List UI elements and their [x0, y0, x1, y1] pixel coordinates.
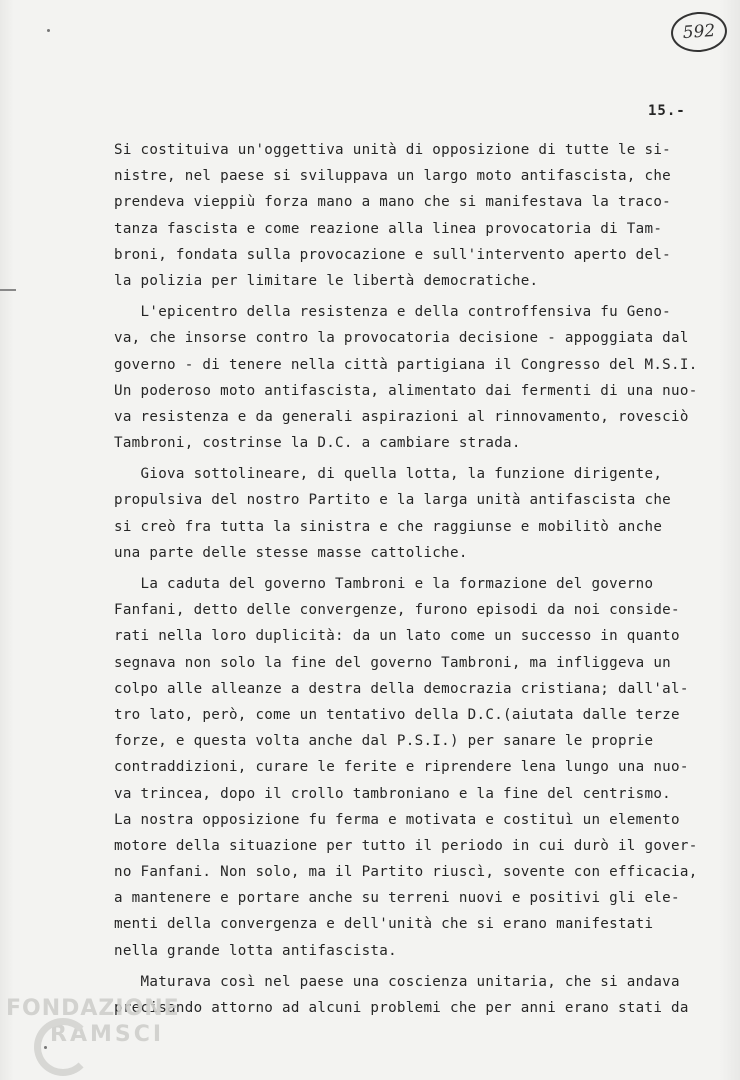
text-line: la polizia per limitare le libertà democratiche. — [114, 272, 539, 289]
text-line: si creò fra tutta la sinistra e che raggiunse e mobilitò anche — [114, 518, 663, 535]
text-line: tanza fascista e come reazione alla linea provocatoria di Tam- — [114, 220, 663, 237]
text-line: va trincea, dopo il crollo tambroniano e la fine del centrismo. — [114, 785, 672, 802]
margin-mark — [0, 289, 16, 291]
text-line: broni, fondata sulla provocazione e sull'intervento aperto del- — [114, 246, 672, 263]
text-line: La nostra opposizione fu ferma e motivata e costituì un elemento — [114, 811, 680, 828]
text-line: menti della convergenza e dell'unità che si erano manifestati — [114, 916, 654, 933]
speck — [47, 29, 50, 32]
text-line: governo - di tenere nella città partigiana il Congresso del M.S.I. — [114, 356, 698, 373]
text-line: Fanfani, detto delle convergenze, furono episodi da noi conside- — [114, 602, 680, 619]
text-line: forze, e questa volta anche dal P.S.I.) per sanare le proprie — [114, 733, 654, 750]
text-line: Un poderoso moto antifascista, alimentato dai fermenti di una nuo- — [114, 382, 698, 399]
text-line: colpo alle alleanze a destra della democrazia cristiana; dall'al- — [114, 680, 689, 697]
text-line: Maturava così nel paese una coscienza unitaria, che si andava — [114, 973, 680, 990]
watermark-g-icon — [34, 1018, 92, 1076]
text-line: nistre, nel paese si sviluppava un largo moto antifascista, che — [114, 168, 672, 185]
text-line: tro lato, però, come un tentativo della D.C.(aiutata dalle terze — [114, 706, 680, 723]
text-line: nella grande lotta antifascista. — [114, 942, 397, 959]
text-line: La caduta del governo Tambroni e la formazione del governo — [114, 576, 654, 592]
text-line: Giova sottolineare, di quella lotta, la funzione dirigente, — [114, 466, 663, 483]
text-line: va, che insorse contro la provocatoria decisione - appoggiata dal — [114, 330, 689, 347]
text-line: propulsiva del nostro Partito e la larga unità antifascista che — [114, 492, 672, 509]
text-line: L'epicentro della resistenza e della controffensiva fu Geno- — [114, 304, 672, 321]
text-line: Tambroni, costrinse la D.C. a cambiare strada. — [114, 435, 521, 452]
text-line: contraddizioni, curare le ferite e riprendere lena lungo una nuo- — [114, 759, 689, 776]
text-line: motore della situazione per tutto il periodo in cui durò il gover- — [114, 837, 698, 854]
watermark-logo — [6, 996, 196, 1076]
text-line: precisando attorno ad alcuni problemi che per anni erano stati da — [114, 1000, 689, 1016]
page-number: 15.- — [648, 103, 686, 119]
text-line: prendeva vieppiù forza mano a mano che si manifestava la traco- — [114, 194, 672, 211]
text-line: va resistenza e da generali aspirazioni al rinnovamento, rovesciò — [114, 408, 689, 425]
text-line: rati nella loro duplicità: da un lato come un successo in quanto — [114, 628, 680, 645]
text-line: no Fanfani. Non solo, ma il Partito riuscì, sovente con efficacia, — [114, 864, 698, 881]
text-line: Si costituiva un'oggettiva unità di opposizione di tutte le si- — [114, 142, 672, 158]
typed-body-text — [114, 137, 704, 1021]
text-line: segnava non solo la fine del governo Tambroni, ma infliggeva un — [114, 654, 672, 671]
text-line: a mantenere e portare anche su terreni nuovi e positivi gli ele- — [114, 890, 680, 907]
text-line: una parte delle stesse masse cattoliche. — [114, 544, 468, 561]
archive-stamp: 592 — [670, 10, 729, 54]
watermark-text: FONDAZIONE — [6, 996, 180, 1021]
watermark-text: RAMSCI — [50, 1022, 165, 1047]
